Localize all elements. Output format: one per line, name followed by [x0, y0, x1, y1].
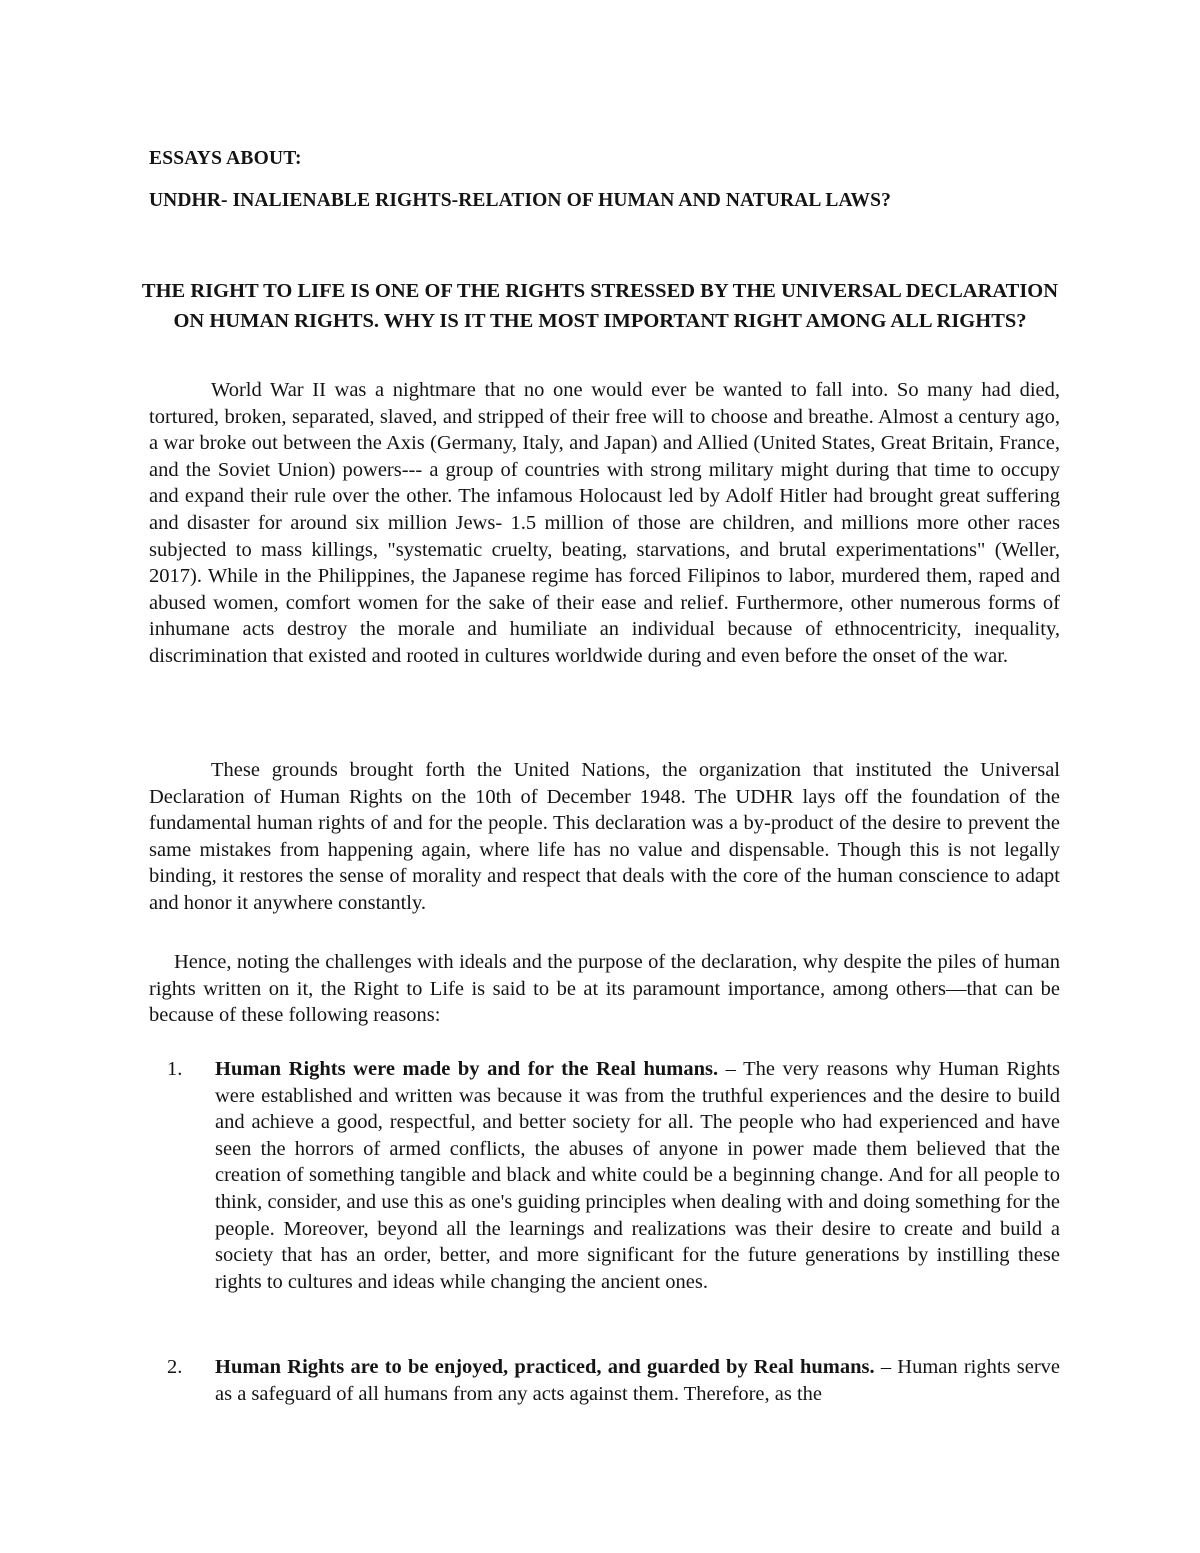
list-item [167, 1354, 1060, 1407]
list-item-body [215, 1056, 1060, 1295]
list-item-text: – The very reasons why Human Rights were established and written was because it was from the truthful experiences and the desire to build and achieve a good, respectful, and better society for all. The people who had experienced and have seen the horrors of armed conflicts, the abuses of anyone in power made them believed that the creation of something tangible and black and white could be a beginning change. And for all people to think, consider, and use this as one's guiding principles when dealing with and doing something for the people. Moreover, beyond all the learnings and realizations was their desire to create and build a society that has an order, better, and more significant for the future generations by instilling these rights to cultures and ideas while changing the ancient ones. [215, 1058, 1061, 1293]
document-heading: ESSAYS ABOUT: [149, 148, 302, 169]
body-paragraph: These grounds brought forth the United Nations, the organization that instituted the Universal Declaration of Human Rights on the 10th of December 1948. The UDHR lays off the foundation of the fundamental human rights of and for the people. This declaration was a by-product of the desire to prevent the same mistakes from happening again, where life has no value and dispensable. Though this is not legally binding, it restores the sense of morality and respect that deals with the core of the human conscience to adapt and honor it anywhere constantly. [149, 759, 1060, 914]
list-item [167, 1056, 1060, 1295]
list-item-number: 1. [167, 1058, 183, 1080]
body-paragraph: Hence, noting the challenges with ideals and the purpose of the declaration, why despite the piles of human rights written on it, the Right to Life is said to be at its paramount importance, among others—that can be because of these following reasons: [149, 951, 1060, 1027]
essay-question: THE RIGHT TO LIFE IS ONE OF THE RIGHTS STRESSED BY THE UNIVERSAL DECLARATION ON HUMAN RIGHTS. WHY IS IT THE MOST IMPORTANT RIGHT AMONG ALL RIGHTS? [141, 280, 1059, 332]
list-item-lead: Human Rights were made by and for the Real humans. [215, 1058, 719, 1080]
list-item-lead: Human Rights are to be enjoyed, practiced, and guarded by Real humans. [215, 1356, 875, 1378]
list-item-text: – Human rights serve as a safeguard of all humans from any acts against them. Therefore, as the [215, 1356, 1060, 1405]
body-paragraph: World War II was a nightmare that no one would ever be wanted to fall into. So many had died, tortured, broken, separated, slaved, and stripped of their free will to choose and breathe. Almost a century ago, a war broke out between the Axis (Germany, Italy, and Japan) and Allied (United States, Great Britain, France, and the Soviet Union) powers--- a group of countries with strong military might during that time to occupy and expand their rule over the other. The infamous Holocaust led by Adolf Hitler had brought great suffering and disaster for around six million Jews- 1.5 million of those are children, and millions more other races subjected to mass killings, "systematic cruelty, beating, starvations, and brutal experimentations" (Weller, 2017). While in the Philippines, the Japanese regime has forced Filipinos to labor, murdered them, raped and abused women, comfort women for the sake of their ease and relief. Furthermore, other numerous forms of inhumane acts destroy the morale and humiliate an individual because of ethnocentricity, inequality, discrimination that existed and rooted in cultures worldwide during and even before the onset of the war. [149, 379, 1060, 667]
document-subheading: UNDHR- INALIENABLE RIGHTS-RELATION OF HUMAN AND NATURAL LAWS? [149, 190, 891, 211]
list-item-number: 2. [167, 1356, 183, 1378]
list-item-body [215, 1354, 1060, 1407]
